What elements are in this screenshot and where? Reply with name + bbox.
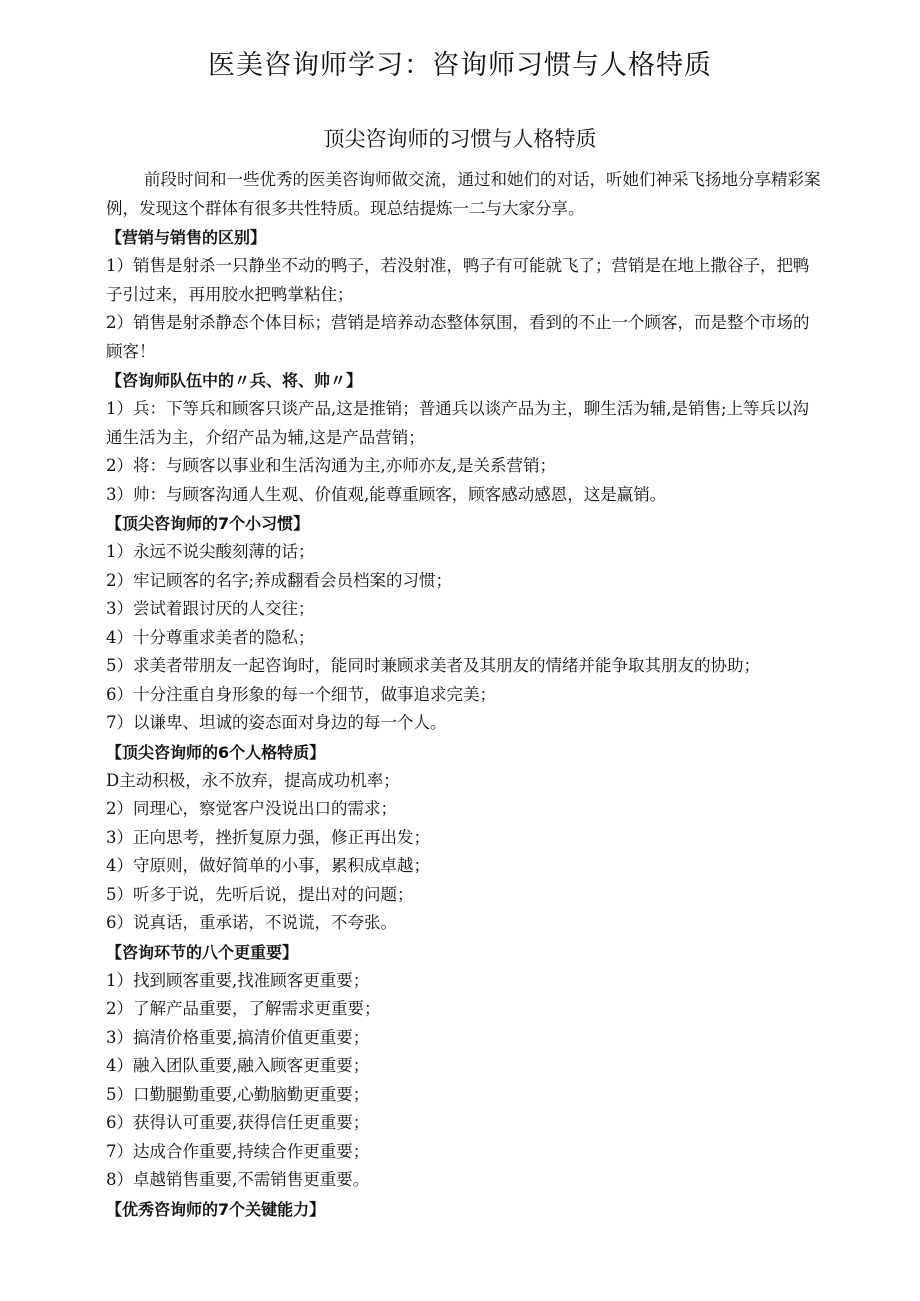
list-item: 2）了解产品重要，了解需求更重要； bbox=[106, 999, 381, 1018]
list-item: 1）找到顾客重要,找准顾客更重要； bbox=[106, 970, 370, 990]
section-soldier-general-marshal bbox=[106, 366, 822, 509]
section-heading: 【咨询环节的八个更重要】 bbox=[106, 942, 299, 962]
section-marketing-vs-sales bbox=[106, 223, 822, 366]
list-item: 6）说真话，重承诺，不说谎，不夸张。 bbox=[106, 913, 397, 932]
document-title: 医美咨询师学习：咨询师习惯与人格特质 bbox=[208, 50, 712, 81]
list-item: 4）守原则，做好简单的小事，累积成卓越； bbox=[106, 856, 430, 875]
list-item: D主动积极，永不放弃，提高成功机率； bbox=[106, 770, 400, 790]
section-six-traits bbox=[106, 738, 822, 938]
section-seven-key-abilities bbox=[106, 1195, 822, 1224]
section-heading: 【优秀咨询师的7个关键能力】 bbox=[106, 1199, 326, 1219]
list-item: 3）搞清价格重要,搞清价值更重要； bbox=[106, 1027, 370, 1047]
list-item: 7）达成合作重要,持续合作更重要； bbox=[106, 1141, 370, 1161]
list-item: 5）口勤腿勤重要,心勤脑勤更重要； bbox=[106, 1084, 370, 1104]
list-item: 6）获得认可重要,获得信任更重要； bbox=[106, 1113, 370, 1132]
section-heading: 【咨询师队伍中的〃兵、将、帅〃】 bbox=[106, 371, 363, 390]
list-item: 5）听多于说，先听后说，提出对的问题； bbox=[106, 884, 414, 904]
list-item: 4）融入团队重要,融入顾客更重要； bbox=[106, 1056, 370, 1075]
list-item: 3）帅：与顾客沟通人生观、价值观,能尊重顾客，顾客感动感恩，这是赢销。 bbox=[106, 484, 667, 504]
list-item: 1）兵：下等兵和顾客只谈产品,这是推销；普通兵以谈产品为主，聊生活为辅,是销售;上等兵以沟通生活为主，介绍产品为辅,这是产品营销； bbox=[106, 399, 810, 447]
section-seven-habits bbox=[106, 509, 822, 738]
list-item: 4）十分尊重求美者的隐私； bbox=[106, 627, 315, 647]
document-subtitle: 顶尖咨询师的习惯与人格特质 bbox=[323, 127, 597, 151]
list-item: 1）销售是射杀一只静坐不动的鸭子，若没射准，鸭子有可能就飞了；营销是在地上撒谷子，把鸭子引过来，再用胶水把鸭掌粘住； bbox=[106, 256, 810, 304]
list-item: 5）求美者带朋友一起咨询时，能同时兼顾求美者及其朋友的情绪并能争取其朋友的协助； bbox=[106, 656, 760, 675]
list-item: 2）牢记顾客的名字;养成翻看会员档案的习惯； bbox=[106, 570, 453, 590]
section-eight-more-important bbox=[106, 938, 822, 1195]
section-heading: 【顶尖咨询师的7个小习惯】 bbox=[106, 514, 310, 533]
section-heading: 【营销与销售的区别】 bbox=[106, 228, 267, 247]
section-heading: 【顶尖咨询师的6个人格特质】 bbox=[106, 742, 326, 762]
list-item: 2）销售是射杀静态个体目标；营销是培养动态整体氛围，看到的不止一个顾客，而是整个市场的顾客！ bbox=[106, 313, 810, 361]
list-item: 1）永远不说尖酸刻薄的话； bbox=[106, 542, 315, 561]
list-item: 7）以谦卑、坦诚的姿态面对身边的每一个人。 bbox=[106, 713, 447, 732]
intro-paragraph: 前段时间和一些优秀的医美咨询师做交流，通过和她们的对话，听她们神采飞扬地分享精彩案例，发现这个群体有很多共性特质。现总结提炼一二与大家分享。 bbox=[106, 170, 821, 218]
list-item: 3）尝试着跟讨厌的人交往； bbox=[106, 599, 315, 618]
list-item: 8）卓越销售重要,不需销售更重要。 bbox=[106, 1170, 370, 1189]
list-item: 6）十分注重自身形象的每一个细节，做事追求完美； bbox=[106, 684, 496, 704]
list-item: 2）同理心，察觉客户没说出口的需求； bbox=[106, 799, 397, 818]
document-body bbox=[106, 166, 822, 1224]
list-item: 3）正向思考，挫折复原力强，修正再出发； bbox=[106, 827, 430, 847]
list-item: 2）将：与顾客以事业和生活沟通为主,亦师亦友,是关系营销； bbox=[106, 456, 556, 475]
